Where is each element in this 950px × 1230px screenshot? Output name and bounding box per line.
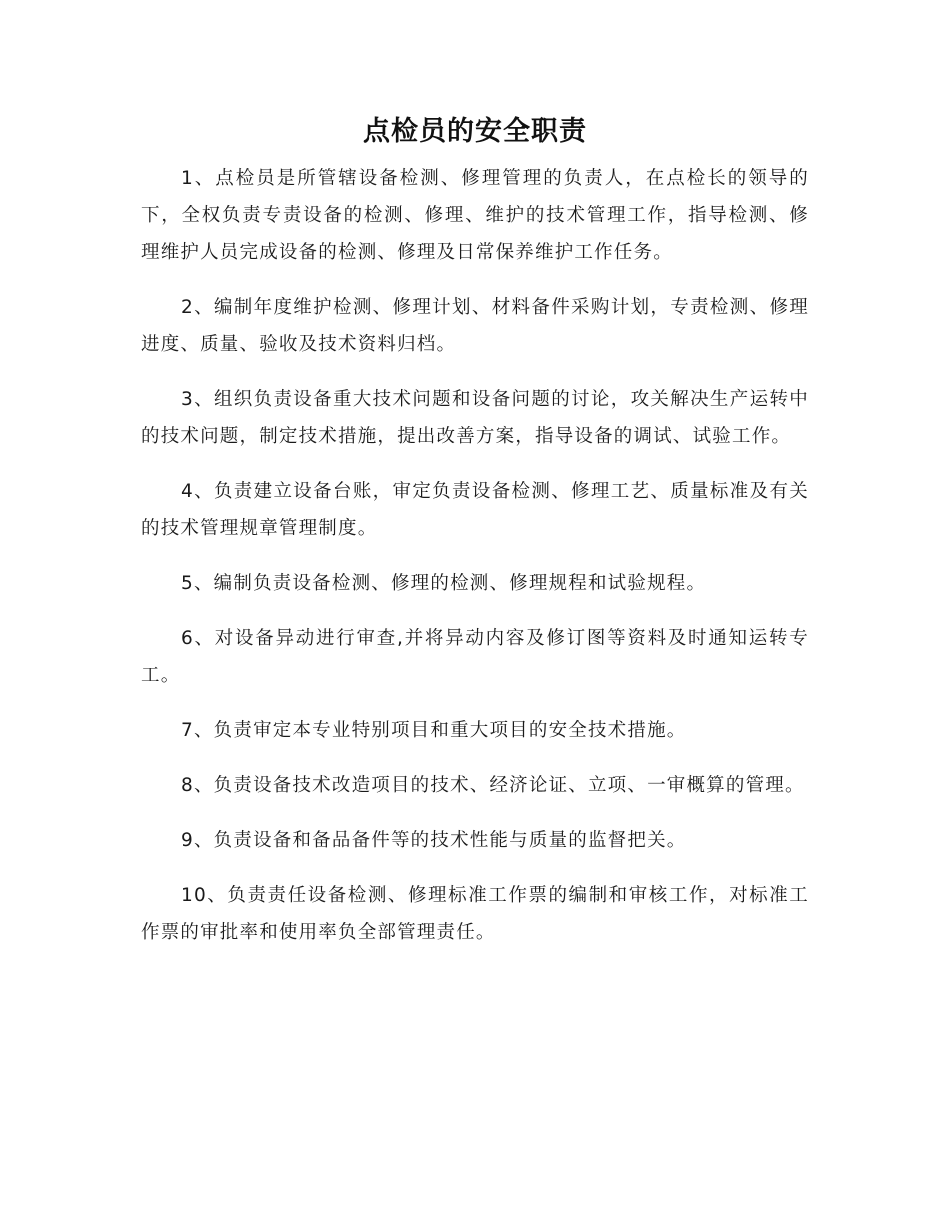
paragraph-10: 10、负责责任设备检测、修理标准工作票的编制和审核工作，对标准工作票的审批率和使用率负全部管理责任。 — [141, 885, 809, 943]
paragraph-2: 2、编制年度维护检测、修理计划、材料备件采购计划，专责检测、修理进度、质量、验收及技术资料归档。 — [141, 297, 809, 355]
paragraph-4: 4、负责建立设备台账，审定负责设备检测、修理工艺、质量标准及有关的技术管理规章管理制度。 — [141, 481, 809, 539]
document-body — [141, 160, 809, 969]
paragraph-5: 5、编制负责设备检测、修理的检测、修理规程和试验规程。 — [181, 573, 707, 594]
document-title: 点检员的安全职责 — [363, 116, 587, 147]
paragraph-1: 1、点检员是所管辖设备检测、修理管理的负责人，在点检长的领导的下，全权负责专责设备的检测、修理、维护的技术管理工作，指导检测、修理维护人员完成设备的检测、修理及日常保养维护工作任务。 — [141, 168, 809, 263]
paragraph-9: 9、负责设备和备品备件等的技术性能与质量的监督把关。 — [181, 830, 687, 851]
paragraph-8: 8、负责设备技术改造项目的技术、经济论证、立项、一审概算的管理。 — [181, 775, 805, 796]
paragraph-3: 3、组织负责设备重大技术问题和设备问题的讨论，攻关解决生产运转中的技术问题，制定技术措施，提出改善方案，指导设备的调试、试验工作。 — [141, 389, 809, 447]
paragraph-6: 6、对设备异动进行审查,并将异动内容及修订图等资料及时通知运转专工。 — [141, 628, 809, 686]
paragraph-7: 7、负责审定本专业特别项目和重大项目的安全技术措施。 — [181, 720, 687, 741]
